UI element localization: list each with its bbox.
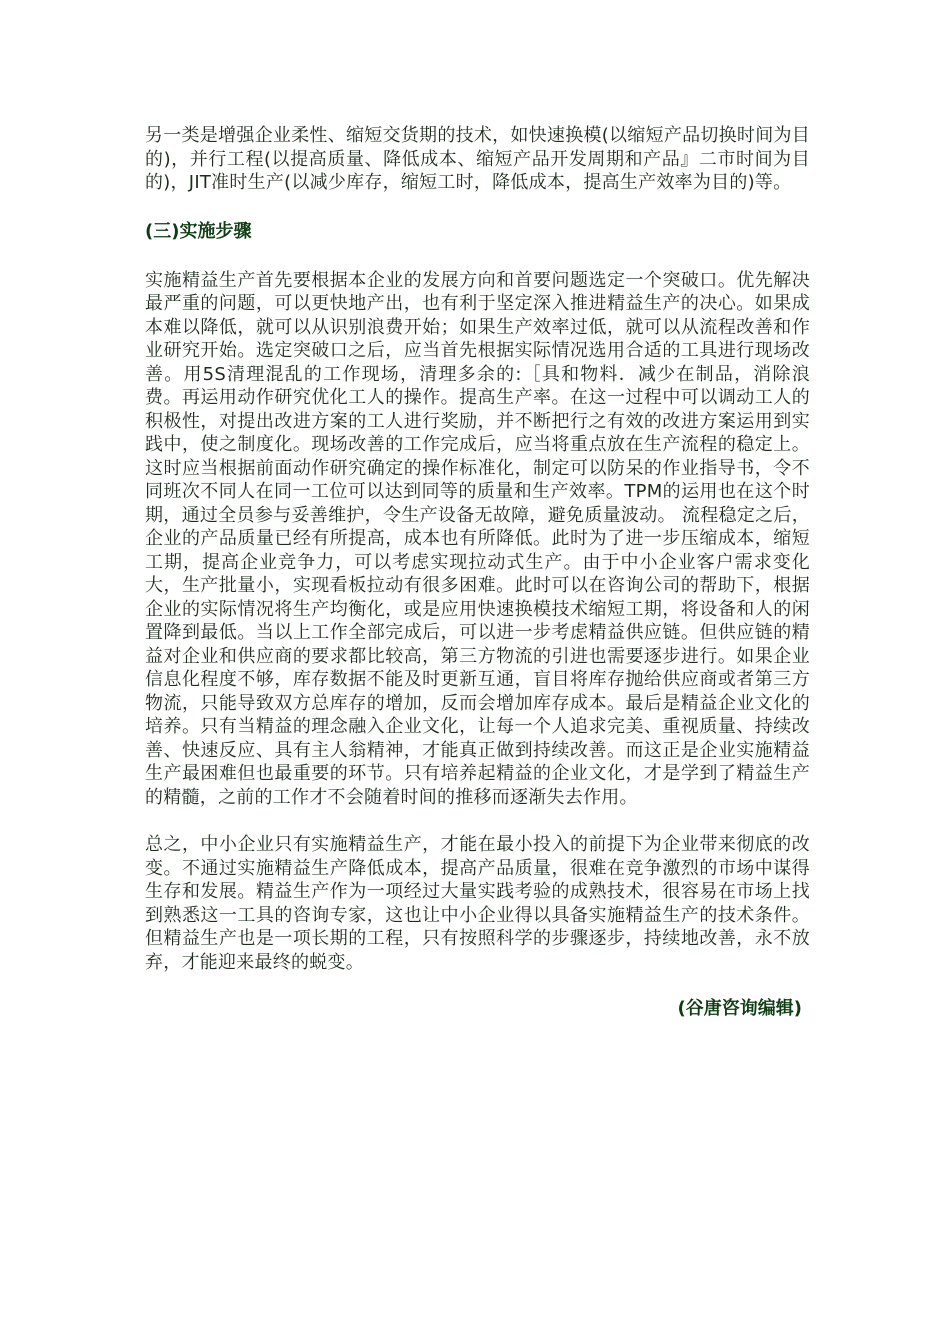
document-page xyxy=(145,124,810,1022)
implementation-steps-paragraph: 实施精益生产首先要根据本企业的发展方向和首要问题选定一个突破口。优先解决最严重的问题，可以更快地产出，也有利于坚定深入推进精益生产的决心。如果成本难以降低，就可以从识别浪费开始；如果生产效率过低，就可以从流程改善和作业研究开始。选定突破口之后，应当首先根据实际情况选用合适的工具进行现场改善。用5S清理混乱的工作现场，清理多余的:［具和物料．减少在制品，消除浪费。再运用动作研究优化工人的操作。提高生产率。在这一过程中可以调动工人的积极性，对提出改进方案的工人进行奖励，并不断把行之有效的改进方案运用到实践中，使之制度化。现场改善的工作完成后，应当将重点放在生产流程的稳定上。这时应当根据前面动作研究确定的操作标准化，制定可以防呆的作业指导书，令不同班次不同人在同一工位可以达到同等的质量和生产效率。TPM的运用也在这个时期，通过全员参与妥善维护，令生产设备无故障，避免质量波动。 流程稳定之后，企业的产品质量已经有所提高，成本也有所降低。此时为了进一步压缩成本，缩短工期，提高企业竞争力，可以考虑实现拉动式生产。由于中小企业客户需求变化大，生产批量小，实现看板拉动有很多困难。此时可以在咨询公司的帮助下，根据企业的实际情况将生产均衡化，或是应用快速换模技术缩短工期，将设备和人的闲置降到最低。当以上工作全部完成后，可以进一步考虑精益供应链。但供应链的精益对企业和供应商的要求都比较高，第三方物流的引进也需要逐步进行。如果企业信息化程度不够，库存数据不能及时更新互通，盲目将库存抛给供应商或者第三方物流，只能导致双方总库存的增加，反而会增加库存成本。最后是精益企业文化的培养。只有当精益的理念融入企业文化，让每一个人追求完美、重视质量、持续改善、快速反应、具有主人翁精神，才能真正做到持续改善。而这正是企业实施精益生产最困难但也最重要的环节。只有培养起精益的企业文化，才是学到了精益生产的精髓，之前的工作才不会随着时间的推移而逐渐失去作用。 xyxy=(145,269,810,808)
intro-paragraph: 另一类是增强企业柔性、缩短交货期的技术，如快速换模(以缩短产品切换时间为目的)，并行工程(以提高质量、降低成本、缩短产品开发周期和产品』二市时间为目的)，JIT准时生产(以减少库存，缩短工时，降低成本，提高生产效率为目的)等。 xyxy=(145,125,810,193)
section-heading: (三)实施步骤 xyxy=(145,220,252,242)
conclusion-paragraph: 总之，中小企业只有实施精益生产，才能在最小投入的前提下为企业带来彻底的改变。不通过实施精益生产降低成本，提高产品质量，很难在竞争激烈的市场中谋得生存和发展。精益生产作为一项经过大量实践考验的成熟技术，很容易在市场上找到熟悉这一工具的咨询专家，这也让中小企业得以具备实施精益生产的技术条件。但精益生产也是一项长期的工程，只有按照科学的步骤逐步，持续地改善，永不放弃，才能迎来最终的蜕变。 xyxy=(145,834,810,973)
editor-signature: (谷唐咨询编辑) xyxy=(677,998,802,1019)
